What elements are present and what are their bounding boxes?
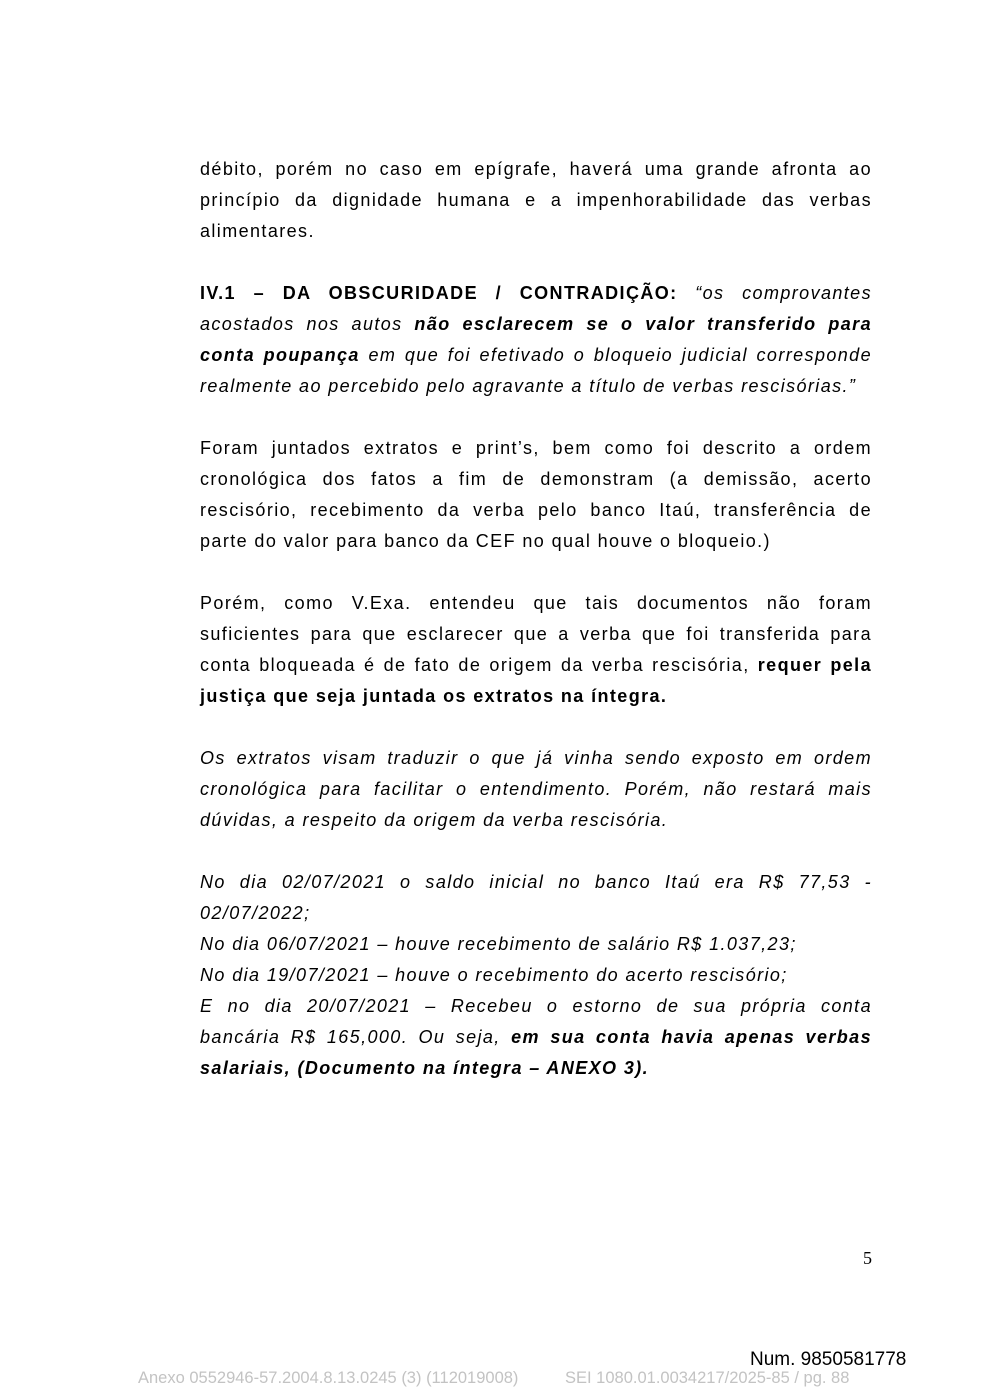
quoted-text: “os comprovantes xyxy=(695,283,872,303)
text-line: cronológica para facilitar o entendimento. Porém, não restará mais xyxy=(200,779,872,799)
page-number: 5 xyxy=(863,1248,872,1268)
request-text: justiça que seja juntada os extratos na íntegra. xyxy=(200,686,668,706)
text-line: princípio da dignidade humana e a impenhorabilidade das verbas xyxy=(200,190,872,210)
timeline-entry: No dia 02/07/2021 o saldo inicial no banco Itaú era R$ 77,53 - xyxy=(200,872,872,892)
text-line xyxy=(200,278,872,309)
paragraph-extracts-submitted xyxy=(200,433,872,557)
quoted-text: em que foi efetivado o bloqueio judicial corresponde xyxy=(368,345,872,365)
text-line: Porém, como V.Exa. entendeu que tais documentos não foram xyxy=(200,593,872,613)
text-line: Os extratos visam traduzir o que já vinha sendo exposto em ordem xyxy=(200,748,872,768)
document-number-stamp: Num. 9850581778 xyxy=(750,1349,907,1370)
quoted-emphasis: não esclarecem se o valor transferido para xyxy=(414,314,872,334)
paragraph-timeline xyxy=(200,867,872,1084)
paragraph-extracts-purpose xyxy=(200,743,872,836)
text-line: dúvidas, a respeito da origem da verba rescisória. xyxy=(200,810,669,830)
timeline-entry: E no dia 20/07/2021 – Recebeu o estorno de sua própria conta xyxy=(200,996,872,1016)
text-segment: conta bloqueada é de fato de origem da verba rescisória, xyxy=(200,655,750,675)
footer-annex-reference: Anexo 0552946-57.2004.8.13.0245 (3) (112019008) xyxy=(138,1369,519,1387)
text-line: suficientes para que esclarecer que a verba que foi transferida para xyxy=(200,624,872,644)
timeline-entry xyxy=(200,1022,872,1053)
section-heading: IV.1 – DA OBSCURIDADE / CONTRADIÇÃO: xyxy=(200,283,678,303)
text-line: realmente ao percebido pelo agravante a título de verbas rescisórias.” xyxy=(200,376,857,396)
paragraph-dignity-argument xyxy=(200,154,872,247)
text-line: débito, porém no caso em epígrafe, haverá uma grande afronta ao xyxy=(200,159,872,179)
text-segment: bancária R$ 165,000. Ou seja, xyxy=(200,1027,501,1047)
text-line: Foram juntados extratos e print’s, bem como foi descrito a ordem xyxy=(200,438,872,458)
text-line xyxy=(200,340,872,371)
text-line: cronológica dos fatos a fim de demonstram (a demissão, acerto xyxy=(200,469,872,489)
request-text: requer pela xyxy=(757,655,872,675)
quoted-text: acostados nos autos xyxy=(200,314,403,334)
text-line: alimentares. xyxy=(200,221,315,241)
text-line xyxy=(200,650,872,681)
conclusion-emphasis: em sua conta havia apenas verbas xyxy=(511,1027,872,1047)
footer-sei-reference: SEI 1080.01.0034217/2025-85 / pg. 88 xyxy=(565,1369,850,1387)
text-line: rescisório, recebimento da verba pelo banco Itaú, transferência de xyxy=(200,500,872,520)
timeline-entry: No dia 06/07/2021 – houve recebimento de salário R$ 1.037,23; xyxy=(200,934,797,954)
text-line: parte do valor para banco da CEF no qual houve o bloqueio.) xyxy=(200,531,771,551)
timeline-entry: No dia 19/07/2021 – houve o recebimento do acerto rescisório; xyxy=(200,965,788,985)
conclusion-emphasis: salariais, (Documento na íntegra – ANEXO 3). xyxy=(200,1058,650,1078)
text-line xyxy=(200,309,872,340)
quoted-emphasis: conta poupança xyxy=(200,345,360,365)
page-body xyxy=(200,154,872,1084)
paragraph-request xyxy=(200,588,872,712)
timeline-entry: 02/07/2022; xyxy=(200,903,311,923)
paragraph-section-iv1 xyxy=(200,278,872,402)
